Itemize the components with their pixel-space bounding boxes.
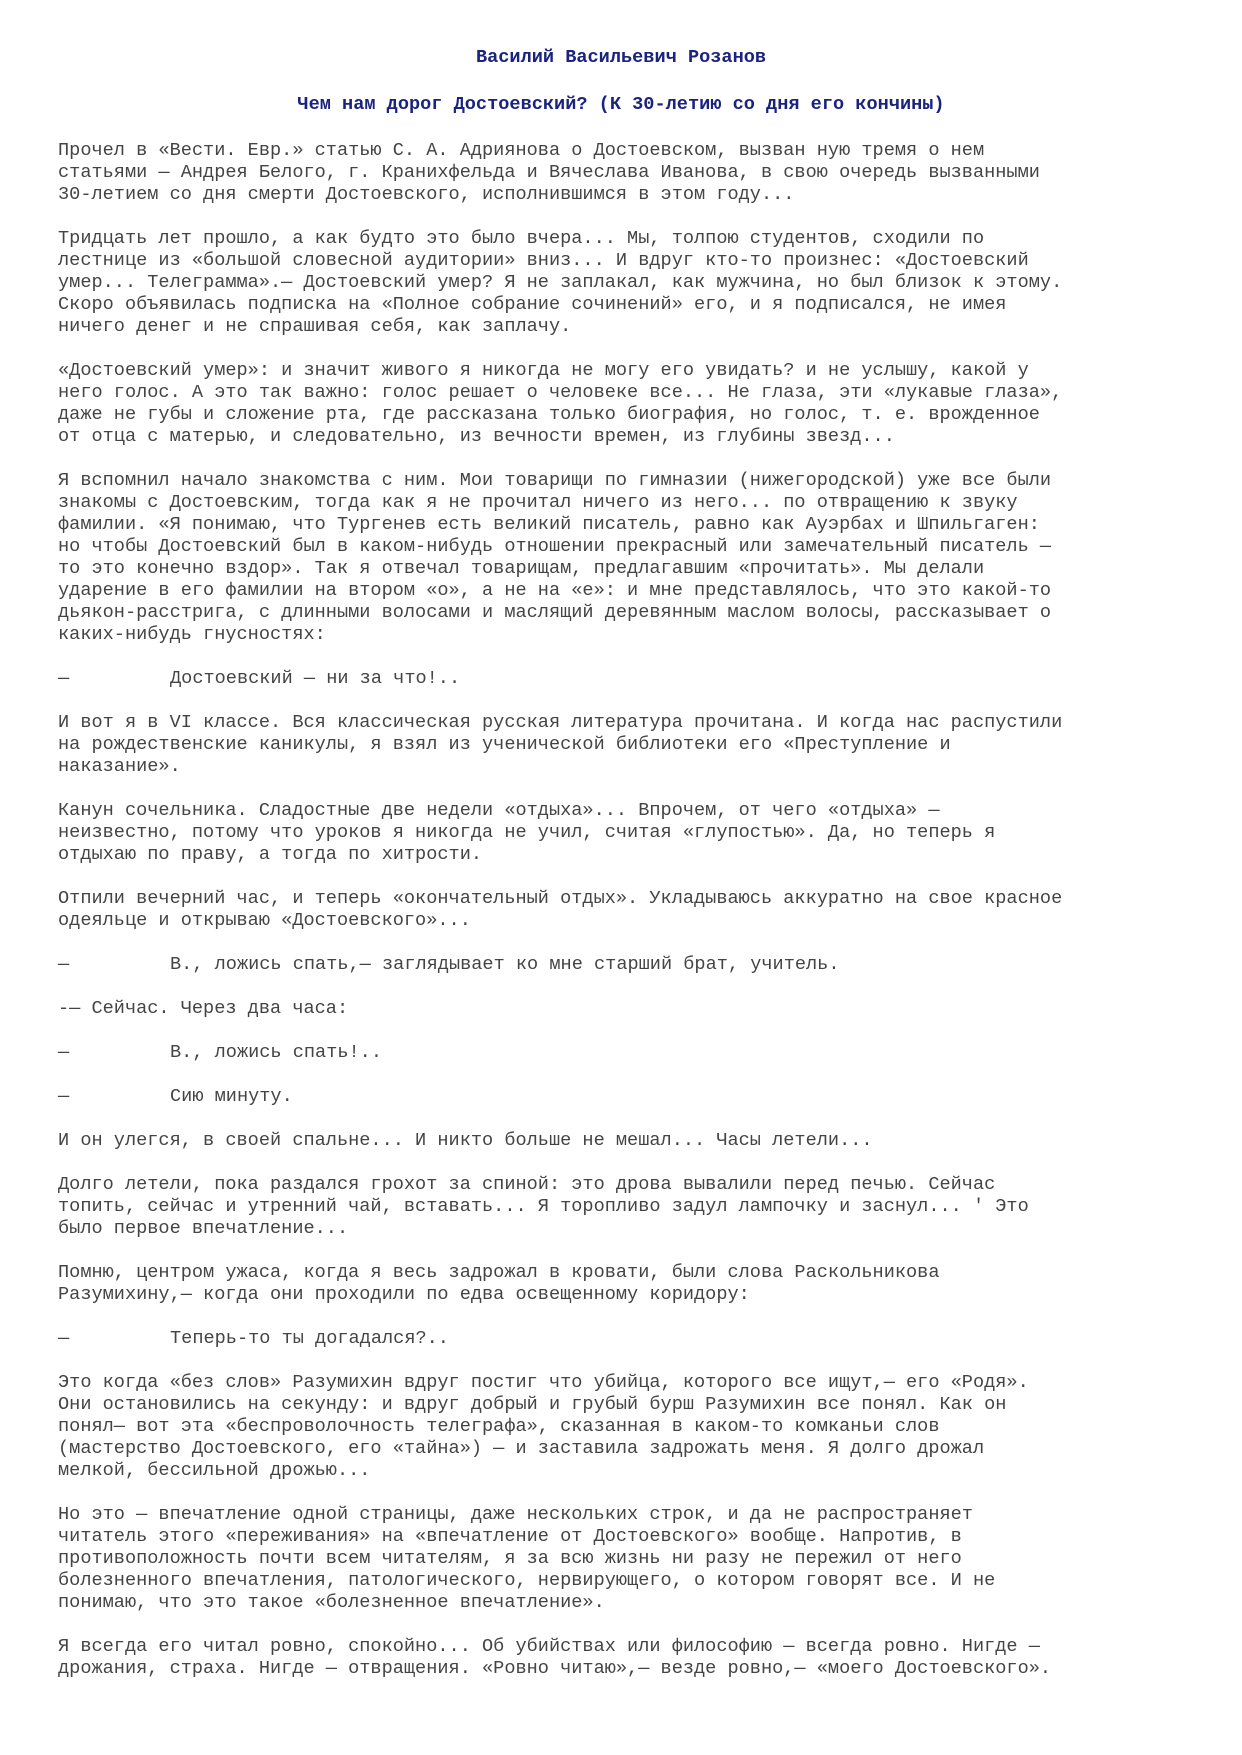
paragraph: Отпили вечерний час, и теперь «окончательный отдых». Укладываюсь аккуратно на свое красное одеяльце и открываю «Достоевского»...	[58, 888, 1063, 931]
dialogue-line	[58, 1042, 1188, 1064]
dialogue-dash: —	[58, 1328, 70, 1349]
dialogue-line	[58, 954, 1188, 976]
dialogue-text: В., ложись спать!..	[170, 1042, 383, 1063]
paragraph: Тридцать лет прошло, а как будто это было вчера... Мы, толпою студентов, сходили по лестнице из «большой словесной аудитории» вниз... И вдруг кто-то произнес: «Достоевский умер... Телеграмма».— Достоевский умер? Я не заплакал, как мужчина, но был близок к этому. Скоро объявилась подписка на «Полное собрание сочинений» его, и я подписался, не имея ничего денег и не спрашивая себя, как заплачу.	[58, 228, 1063, 337]
dialogue-dash: —	[58, 1086, 70, 1107]
dialogue-dash: —	[58, 954, 70, 975]
dialogue-line	[58, 668, 1188, 690]
paragraph: И вот я в VI классе. Вся классическая русская литература прочитана. И когда нас распустили на рождественские каникулы, я взял из ученической библиотеки его «Преступление и наказание».	[58, 712, 1063, 777]
paragraph: Долго летели, пока раздался грохот за спиной: это дрова вывалили перед печью. Сейчас топить, сейчас и утренний чай, вставать... Я торопливо задул лампочку и заснул... ' Это было первое впечатление...	[58, 1174, 1029, 1239]
paragraph: Канун сочельника. Сладостные две недели «отдыха»... Впрочем, от чего «отдыха» — неизвестно, потому что уроков я никогда не учил, считая «глупостью». Да, но теперь я отдыхаю по праву, а тогда по хитрости.	[58, 800, 996, 865]
dialogue-text: Достоевский — ни за что!..	[170, 668, 461, 689]
paragraph: Я всегда его читал ровно, спокойно... Об убийствах или философию — всегда ровно. Нигде — дрожания, страха. Нигде — отвращения. «Ровно читаю»,— везде ровно,— «моего Достоевского».	[58, 1636, 1052, 1679]
paragraph: Помню, центром ужаса, когда я весь задрожал в кровати, были слова Раскольникова Разумихину,— когда они проходили по едва освещенному коридору:	[58, 1262, 940, 1305]
paragraph: Это когда «без слов» Разумихин вдруг постиг что убийца, которого все ищут,— его «Родя». Они остановились на секунду: и вдруг добрый и грубый бурш Разумихин все понял. Как он понял— вот эта «беспроволочность телеграфа», сказанная в каком-то комканьи слов (мастерство Достоевского, его «тайна») — и заставила задрожать меня. Я долго дрожал мелкой, бессильной дрожью...	[58, 1372, 1029, 1481]
paragraph: Прочел в «Вести. Евр.» статью С. А. Адриянова о Достоевском, вызван ную тремя о нем статьями — Андрея Белого, г. Кранихфельда и Вячеслава Иванова, в свою очередь вызванными 30-летием со дня смерти Достоевского, исполнившимся в этом году...	[58, 140, 1040, 205]
dialogue-text: В., ложись спать,— заглядывает ко мне старший брат, учитель.	[170, 954, 840, 975]
paragraph: И он улегся, в своей спальне... И никто больше не мешал... Часы летели...	[58, 1130, 873, 1151]
dialogue-line	[58, 1086, 1188, 1108]
document-title: Чем нам дорог Достоевский? (К 30-летию со дня его кончины)	[297, 94, 945, 115]
dialogue-line	[58, 1328, 1188, 1350]
paragraph: -— Сейчас. Через два часа:	[58, 998, 349, 1019]
dialogue-text: Теперь-то ты догадался?..	[170, 1328, 449, 1349]
dialogue-dash: —	[58, 1042, 70, 1063]
dialogue-dash: —	[58, 668, 70, 689]
dialogue-text: Сию минуту.	[170, 1086, 293, 1107]
paragraph: «Достоевский умер»: и значит живого я никогда не могу его увидать? и не услышу, какой у него голос. А это так важно: голос решает о человеке все... Не глаза, эти «лукавые глаза», даже не губы и сложение рта, где рассказана только биография, но голос, т. е. врожденное от отца с матерью, и следовательно, из вечности времен, из глубины звезд...	[58, 360, 1063, 447]
body-text	[58, 140, 1188, 1702]
paragraph: Я вспомнил начало знакомства с ним. Мои товарищи по гимназии (нижегородской) уже все были знакомы с Достоевским, тогда как я не прочитал ничего из него... по отвращению к звуку фамилии. «Я понимаю, что Тургенев есть великий писатель, равно как Ауэрбах и Шпильгаген: но чтобы Достоевский был в каком-нибудь отношении прекрасный или замечательный писатель — то это конечно вздор». Так я отвечал товарищам, предлагавшим «прочитать». Мы делали ударение в его фамилии на втором «о», а не на «е»: и мне представлялось, что это какой-то дьякон-расстрига, с длинными волосами и маслящий деревянным маслом волосы, рассказывает о каких-нибудь гнусностях:	[58, 470, 1052, 645]
paragraph: Но это — впечатление одной страницы, даже нескольких строк, и да не распространяет читатель этого «переживания» на «впечатление от Достоевского» вообще. Напротив, в противоположность почти всем читателям, я за всю жизнь ни разу не пережил от него болезненного впечатления, патологического, нервирующего, о котором говорят все. И не понимаю, что это такое «болезненное впечатление».	[58, 1504, 996, 1613]
author-name: Василий Васильевич Розанов	[475, 47, 767, 68]
